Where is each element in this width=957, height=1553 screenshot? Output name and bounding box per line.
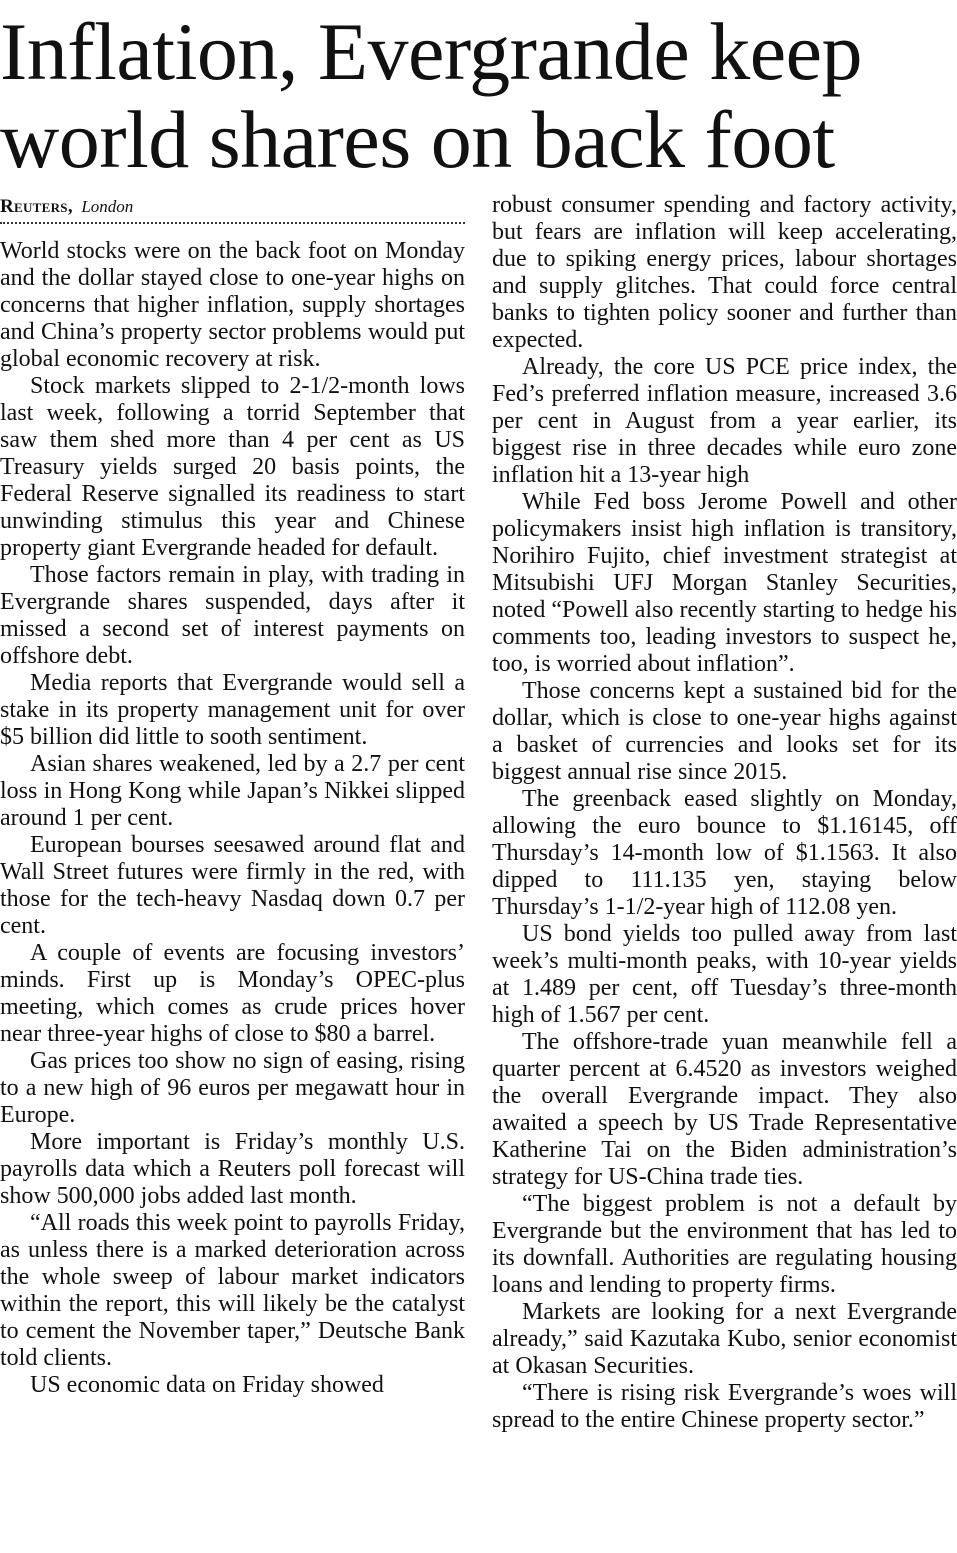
byline-location: London <box>81 197 134 216</box>
paragraph: “There is rising risk Evergrande’s woes will spread to the entire Chinese property sector.” <box>492 1380 957 1433</box>
paragraph: Asian shares weakened, led by a 2.7 per cent loss in Hong Kong while Japan’s Nikkei slipped around 1 per cent. <box>0 751 465 831</box>
article-column-right <box>492 192 957 1434</box>
paragraph: While Fed boss Jerome Powell and other policymakers insist high inflation is transitory, Norihiro Fujito, chief investment strategist at Mitsubishi UFJ Morgan Stanley Securities, noted “Powell also recently starting to hedge his comments too, leading investors to suspect he, too, is worried about inflation”. <box>492 489 957 677</box>
paragraph: Already, the core US PCE price index, the Fed’s preferred inflation measure, increased 3.6 per cent in August from a year earlier, its biggest rise in three decades while euro zone inflation hit a 13-year high <box>492 354 957 488</box>
paragraph: More important is Friday’s monthly U.S. payrolls data which a Reuters poll forecast will show 500,000 jobs added last month. <box>0 1129 465 1209</box>
paragraph: A couple of events are focusing investors’ minds. First up is Monday’s OPEC-plus meeting, which comes as crude prices hover near three-year highs of close to $80 a barrel. <box>0 940 465 1047</box>
byline-agency: Reuters <box>0 196 68 217</box>
paragraph: “All roads this week point to payrolls Friday, as unless there is a marked deterioration across the whole sweep of labour market indicators within the report, this will likely be the catalyst to cement the November taper,” Deutsche Bank told clients. <box>0 1210 465 1371</box>
paragraph: Gas prices too show no sign of easing, rising to a new high of 96 euros per megawatt hour in Europe. <box>0 1048 465 1128</box>
article-column-left <box>0 192 465 1399</box>
paragraph: European bourses seesawed around flat and Wall Street futures were firmly in the red, with those for the tech-heavy Nasdaq down 0.7 per cent. <box>0 832 465 939</box>
byline-divider <box>0 222 465 224</box>
paragraph: Media reports that Evergrande would sell a stake in its property management unit for over $5 billion did little to sooth sentiment. <box>0 670 465 750</box>
paragraph: “The biggest problem is not a default by Evergrande but the environment that has led to its downfall. Authorities are regulating housing loans and lending to property firms. <box>492 1191 957 1298</box>
paragraph: Markets are looking for a next Evergrande already,” said Kazutaka Kubo, senior economist at Okasan Securities. <box>492 1299 957 1379</box>
paragraph: The offshore-trade yuan meanwhile fell a quarter percent at 6.4520 as investors weighed the overall Evergrande impact. They also awaited a speech by US Trade Representative Katherine Tai on the Biden administration’s strategy for US-China trade ties. <box>492 1029 957 1190</box>
byline <box>0 192 465 222</box>
headline: Inflation, Evergrande keep world shares on back foot <box>0 6 863 185</box>
paragraph: The greenback eased slightly on Monday, allowing the euro bounce to $1.16145, off Thursday’s 14-month low of $1.1563. It also dipped to 111.135 yen, staying below Thursday’s 1-1/2-year high of 112.08 yen. <box>492 786 957 920</box>
paragraph: US economic data on Friday showed <box>30 1372 384 1398</box>
paragraph: robust consumer spending and factory activity, but fears are inflation will keep accelerating, due to spiking energy prices, labour shortages and supply glitches. That could force central banks to tighten policy sooner and further than expected. <box>492 192 957 353</box>
paragraph: Those factors remain in play, with trading in Evergrande shares suspended, days after it missed a second set of interest payments on offshore debt. <box>0 562 465 669</box>
paragraph: World stocks were on the back foot on Monday and the dollar stayed close to one-year highs on concerns that higher inflation, supply shortages and China’s property sector problems would put global economic recovery at risk. <box>0 238 465 372</box>
paragraph: Stock markets slipped to 2-1/2-month lows last week, following a torrid September that saw them shed more than 4 per cent as US Treasury yields surged 20 basis points, the Federal Reserve signalled its readiness to start unwinding stimulus this year and Chinese property giant Evergrande headed for default. <box>0 373 465 561</box>
paragraph: Those concerns kept a sustained bid for the dollar, which is close to one-year highs against a basket of currencies and looks set for its biggest annual rise since 2015. <box>492 678 957 785</box>
paragraph: US bond yields too pulled away from last week’s multi-month peaks, with 10-year yields at 1.489 per cent, off Tuesday’s three-month high of 1.567 per cent. <box>492 921 957 1028</box>
byline-separator: , <box>67 196 73 217</box>
